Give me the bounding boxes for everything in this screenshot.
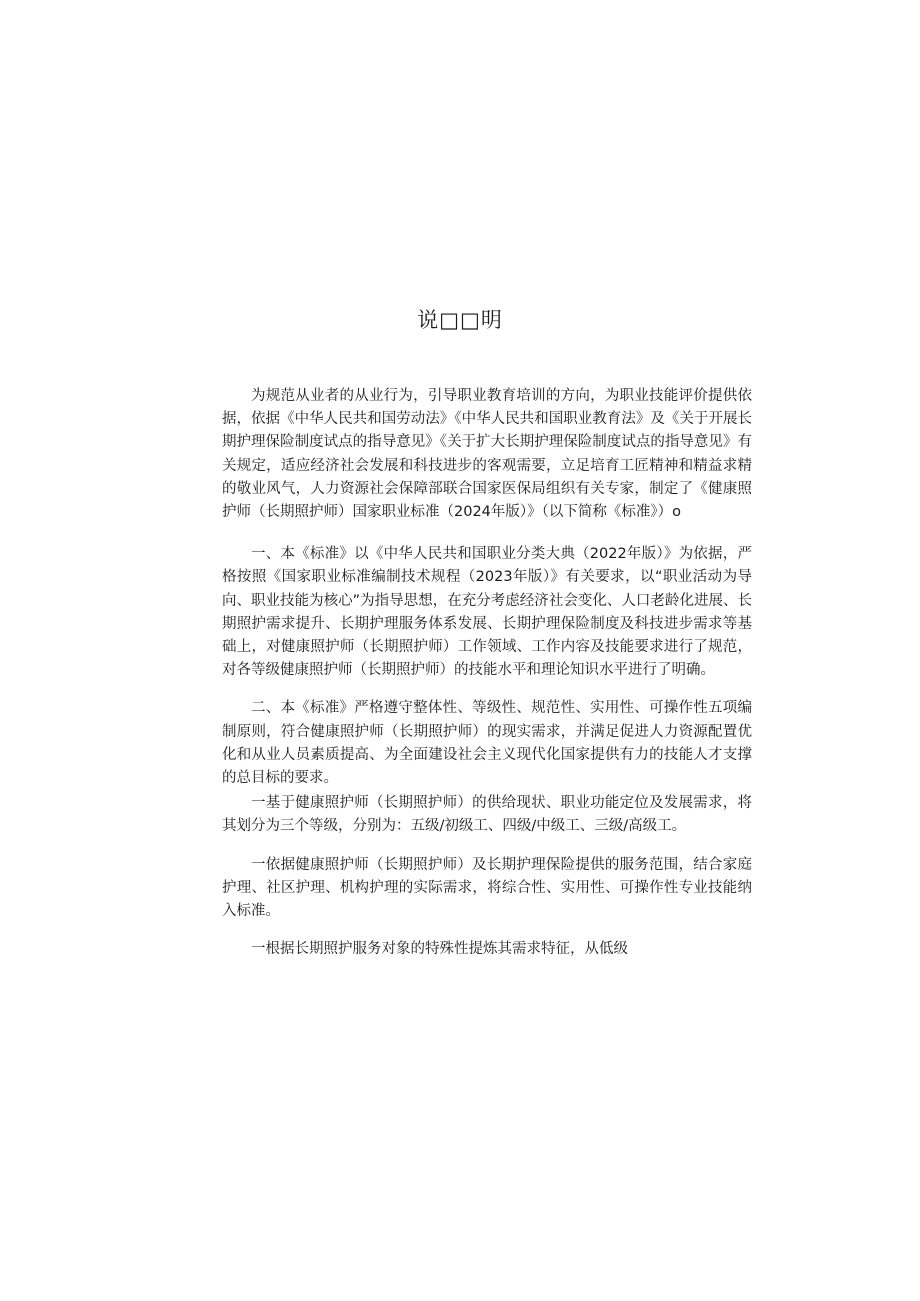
paragraph-needs: 一根据长期照护服务对象的特殊性提炼其需求特征，从低级	[251, 941, 628, 958]
document-body	[222, 385, 752, 961]
paragraph-intro: 为规范从业者的从业行为，引导职业教育培训的方向，为职业技能评价提供依据，依据《中华人民共和国劳动法》《中华人民共和国职业教育法》及《关于开展长期护理保险制度试点的指导意见》《关于扩大长期护理保险制度试点的指导意见》有关规定，适应经济社会发展和科技进步的客观需要，立足培育工匠精神和精益求精的敬业风气，人力资源社会保障部联合国家医保局组织有关专家，制定了《健康照护师（长期照护师）国家职业标准（2024年版）》（以下简称《标准》）o	[222, 388, 752, 521]
paragraph-section-two: 二、本《标准》严格遵守整体性、等级性、规范性、实用性、可操作性五项编制原则，符合健康照护师（长期照护师）的现实需求，并满足促进人力资源配置优化和从业人员素质提高、为全面建设社会主义现代化国家提供有力的技能人才支撑的总目标的要求。	[222, 700, 752, 787]
paragraph-service-scope: 一依据健康照护师（长期照护师）及长期护理保险提供的服务范围，结合家庭护理、社区护理、机构护理的实际需求，将综合性、实用性、可操作性专业技能纳入标准。	[222, 856, 752, 920]
document-title: 说□□明	[417, 308, 503, 332]
paragraph-section-one: 一、本《标准》以《中华人民共和国职业分类大典（2022年版）》为依据，严格按照《国家职业标准编制技术规程（2023年版）》有关要求，以“职业活动为导向、职业技能为核心”为指导思想，在充分考虑经济社会变化、人口老龄化进展、长期照护需求提升、长期护理服务体系发展、长期护理保险制度及科技进步需求等基础上，对健康照护师（长期照护师）工作领域、工作内容及技能要求进行了规范，对各等级健康照护师（长期照护师）的技能水平和理论知识水平进行了明确。	[222, 546, 752, 679]
paragraph-levels: 一基于健康照护师（长期照护师）的供给现状、职业功能定位及发展需求，将其划分为三个等级，分别为：五级/初级工、四级/中级工、三级/高级工。	[222, 795, 752, 835]
